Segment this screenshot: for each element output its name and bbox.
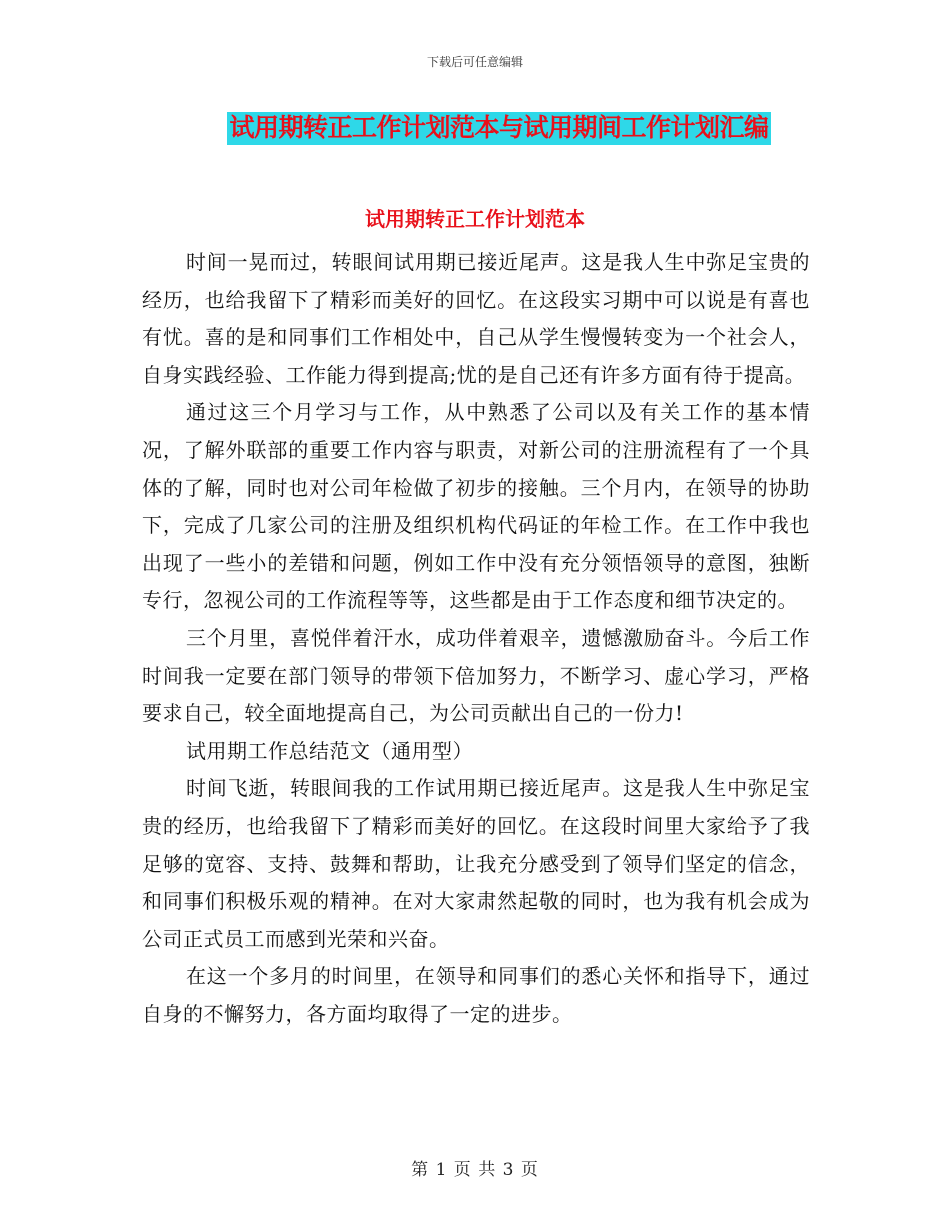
page-number-footer: 第 1 页 共 3 页: [411, 1160, 539, 1180]
paragraph: 通过这三个月学习与工作，从中熟悉了公司以及有关工作的基本情况，了解外联部的重要工作内容与职责，对新公司的注册流程有了一个具体的了解，同时也对公司年检做了初步的接触。三个月内，在领导的协助下，完成了几家公司的注册及组织机构代码证的年检工作。在工作中我也出现了一些小的差错和问题，例如工作中没有充分领悟领导的意图，独断专行，忽视公司的工作流程等等，这些都是由于工作态度和细节决定的。: [142, 400, 810, 613]
section-title: 试用期转正工作计划范本: [365, 207, 585, 231]
paragraph: 三个月里，喜悦伴着汗水，成功伴着艰辛，遗憾激励奋斗。今后工作时间我一定要在部门领导的带领下倍加努力，不断学习、虚心学习，严格要求自己，较全面地提高自己，为公司贡献出自己的一份力!: [142, 625, 810, 726]
document-title: [0, 112, 950, 144]
header-note: 下载后可任意编辑: [426, 55, 523, 69]
paragraph: 时间一晃而过，转眼间试用期已接近尾声。这是我人生中弥足宝贵的经历，也给我留下了精彩而美好的回忆。在这段实习期中可以说是有喜也有忧。喜的是和同事们工作相处中，自己从学生慢慢转变为一个社会人，自身实践经验、工作能力得到提高;忧的是自己还有许多方面有待于提高。: [142, 250, 810, 387]
subheading-paragraph: 试用期工作总结范文（通用型）: [186, 738, 473, 763]
paragraph: 时间飞逝，转眼间我的工作试用期已接近尾声。这是我人生中弥足宝贵的经历，也给我留下了精彩而美好的回忆。在这段时间里大家给予了我足够的宽容、支持、鼓舞和帮助，让我充分感受到了领导们坚定的信念，和同事们积极乐观的精神。在对大家肃然起敬的同时，也为我有机会成为公司正式员工而感到光荣和兴奋。: [142, 776, 810, 951]
document-body: [142, 244, 810, 1033]
document-title-text: 试用期转正工作计划范本与试用期间工作计划汇编: [227, 112, 770, 145]
paragraph: 在这一个多月的时间里，在领导和同事们的悉心关怀和指导下，通过自身的不懈努力，各方面均取得了一定的进步。: [142, 964, 810, 1026]
